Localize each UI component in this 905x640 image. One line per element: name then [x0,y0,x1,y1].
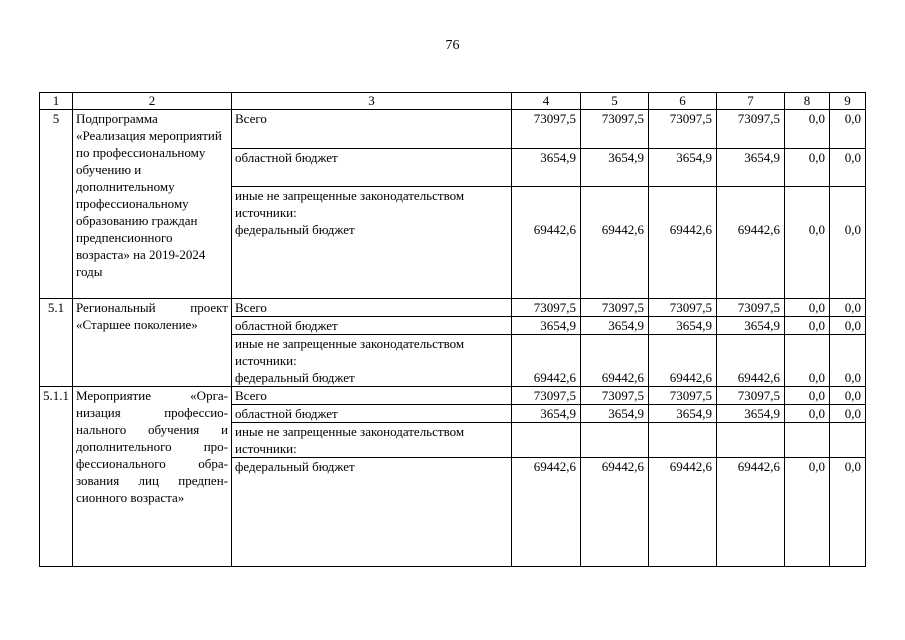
value-cell: 73097,5 [581,299,649,317]
row-id: 5.1.1 [40,387,73,567]
header-cell: 3 [232,93,512,110]
source-label: федеральный бюджет [232,458,512,567]
value-cell: 69442,6 [717,187,785,299]
row-name-line: нального обучения и [76,422,228,437]
row-name-line: сионного возраста» [76,490,185,505]
value-cell: 69442,6 [649,458,717,567]
budget-table [39,92,866,567]
value-cell: 69442,6 [581,458,649,567]
value-cell: 0,0 [785,317,830,335]
value-cell: 73097,5 [512,387,581,405]
header-cell: 9 [830,93,866,110]
value-cell [512,423,581,458]
header-row [40,93,866,110]
table-row [40,110,866,149]
row-id: 5 [40,110,73,299]
row-name-line: фессионального обра- [76,456,228,471]
value-cell: 0,0 [785,187,830,299]
source-label: областной бюджет [232,148,512,187]
row-name: Региональный проект «Старшее поколение» [73,299,232,387]
value-cell: 69442,6 [717,458,785,567]
value-cell: 3654,9 [512,405,581,423]
source-label: федеральный бюджет [235,222,355,238]
value-cell: 73097,5 [649,110,717,149]
value-cell: 0,0 [785,110,830,149]
value-cell: 0,0 [830,187,866,299]
value-cell: 0,0 [830,299,866,317]
value-cell: 73097,5 [581,387,649,405]
value-cell: 0,0 [785,387,830,405]
value-cell: 3654,9 [649,148,717,187]
table-row [40,387,866,405]
value-cell: 69442,6 [717,335,785,387]
source-cell [232,187,512,299]
row-name-line: Мероприятие «Орга- [76,388,228,403]
source-label: Всего [232,387,512,405]
value-cell: 73097,5 [717,387,785,405]
header-cell: 1 [40,93,73,110]
source-label: федеральный бюджет [235,370,355,385]
value-cell: 3654,9 [717,317,785,335]
table-row [40,299,866,317]
value-cell: 69442,6 [581,335,649,387]
value-cell: 69442,6 [581,187,649,299]
value-cell: 69442,6 [649,335,717,387]
value-cell: 0,0 [785,335,830,387]
row-name [73,387,232,567]
value-cell: 73097,5 [717,299,785,317]
header-cell: 8 [785,93,830,110]
value-cell: 69442,6 [512,458,581,567]
value-cell: 0,0 [830,148,866,187]
value-cell: 3654,9 [649,405,717,423]
row-name-line: низация профессио- [76,405,228,420]
value-cell: 0,0 [830,110,866,149]
header-cell: 5 [581,93,649,110]
row-name-line: зования лиц предпен- [76,473,228,488]
value-cell: 0,0 [785,148,830,187]
value-cell: 73097,5 [512,299,581,317]
value-cell: 3654,9 [581,317,649,335]
source-label: иные не запрещенные законодательством источники: [235,188,465,221]
value-cell: 0,0 [830,387,866,405]
row-name-line: дополнительного про- [76,439,228,454]
source-label: областной бюджет [232,405,512,423]
value-cell: 0,0 [785,299,830,317]
source-label: Всего [232,299,512,317]
value-cell: 3654,9 [512,317,581,335]
row-id: 5.1 [40,299,73,387]
source-label: иные не запрещенные законодательством источники: [232,423,512,458]
value-cell: 3654,9 [649,317,717,335]
value-cell: 0,0 [785,458,830,567]
value-cell: 0,0 [830,335,866,387]
value-cell: 73097,5 [649,299,717,317]
value-cell: 0,0 [785,405,830,423]
source-label: иные не запрещенные законодательством источники: [235,336,465,368]
value-cell: 73097,5 [512,110,581,149]
value-cell: 0,0 [830,458,866,567]
row-name: Подпрограмма «Реализация мероприятий по профессиональному обучению и дополнительному профессиональному образованию граждан предпенсионного возраста» на 2019-2024 годы [73,110,232,299]
value-cell [785,423,830,458]
header-cell: 2 [73,93,232,110]
value-cell [717,423,785,458]
value-cell: 3654,9 [717,148,785,187]
value-cell [830,423,866,458]
value-cell: 69442,6 [512,187,581,299]
value-cell: 3654,9 [581,148,649,187]
source-label: Всего [232,110,512,149]
header-cell: 4 [512,93,581,110]
source-cell [232,335,512,387]
value-cell: 69442,6 [512,335,581,387]
value-cell: 0,0 [830,317,866,335]
value-cell: 0,0 [830,405,866,423]
page-number: 76 [445,38,460,53]
value-cell: 3654,9 [581,405,649,423]
header-cell: 6 [649,93,717,110]
value-cell: 3654,9 [512,148,581,187]
value-cell: 3654,9 [717,405,785,423]
value-cell: 73097,5 [717,110,785,149]
value-cell: 73097,5 [581,110,649,149]
source-label: областной бюджет [232,317,512,335]
value-cell: 69442,6 [649,187,717,299]
header-cell: 7 [717,93,785,110]
value-cell [581,423,649,458]
value-cell: 73097,5 [649,387,717,405]
value-cell [649,423,717,458]
